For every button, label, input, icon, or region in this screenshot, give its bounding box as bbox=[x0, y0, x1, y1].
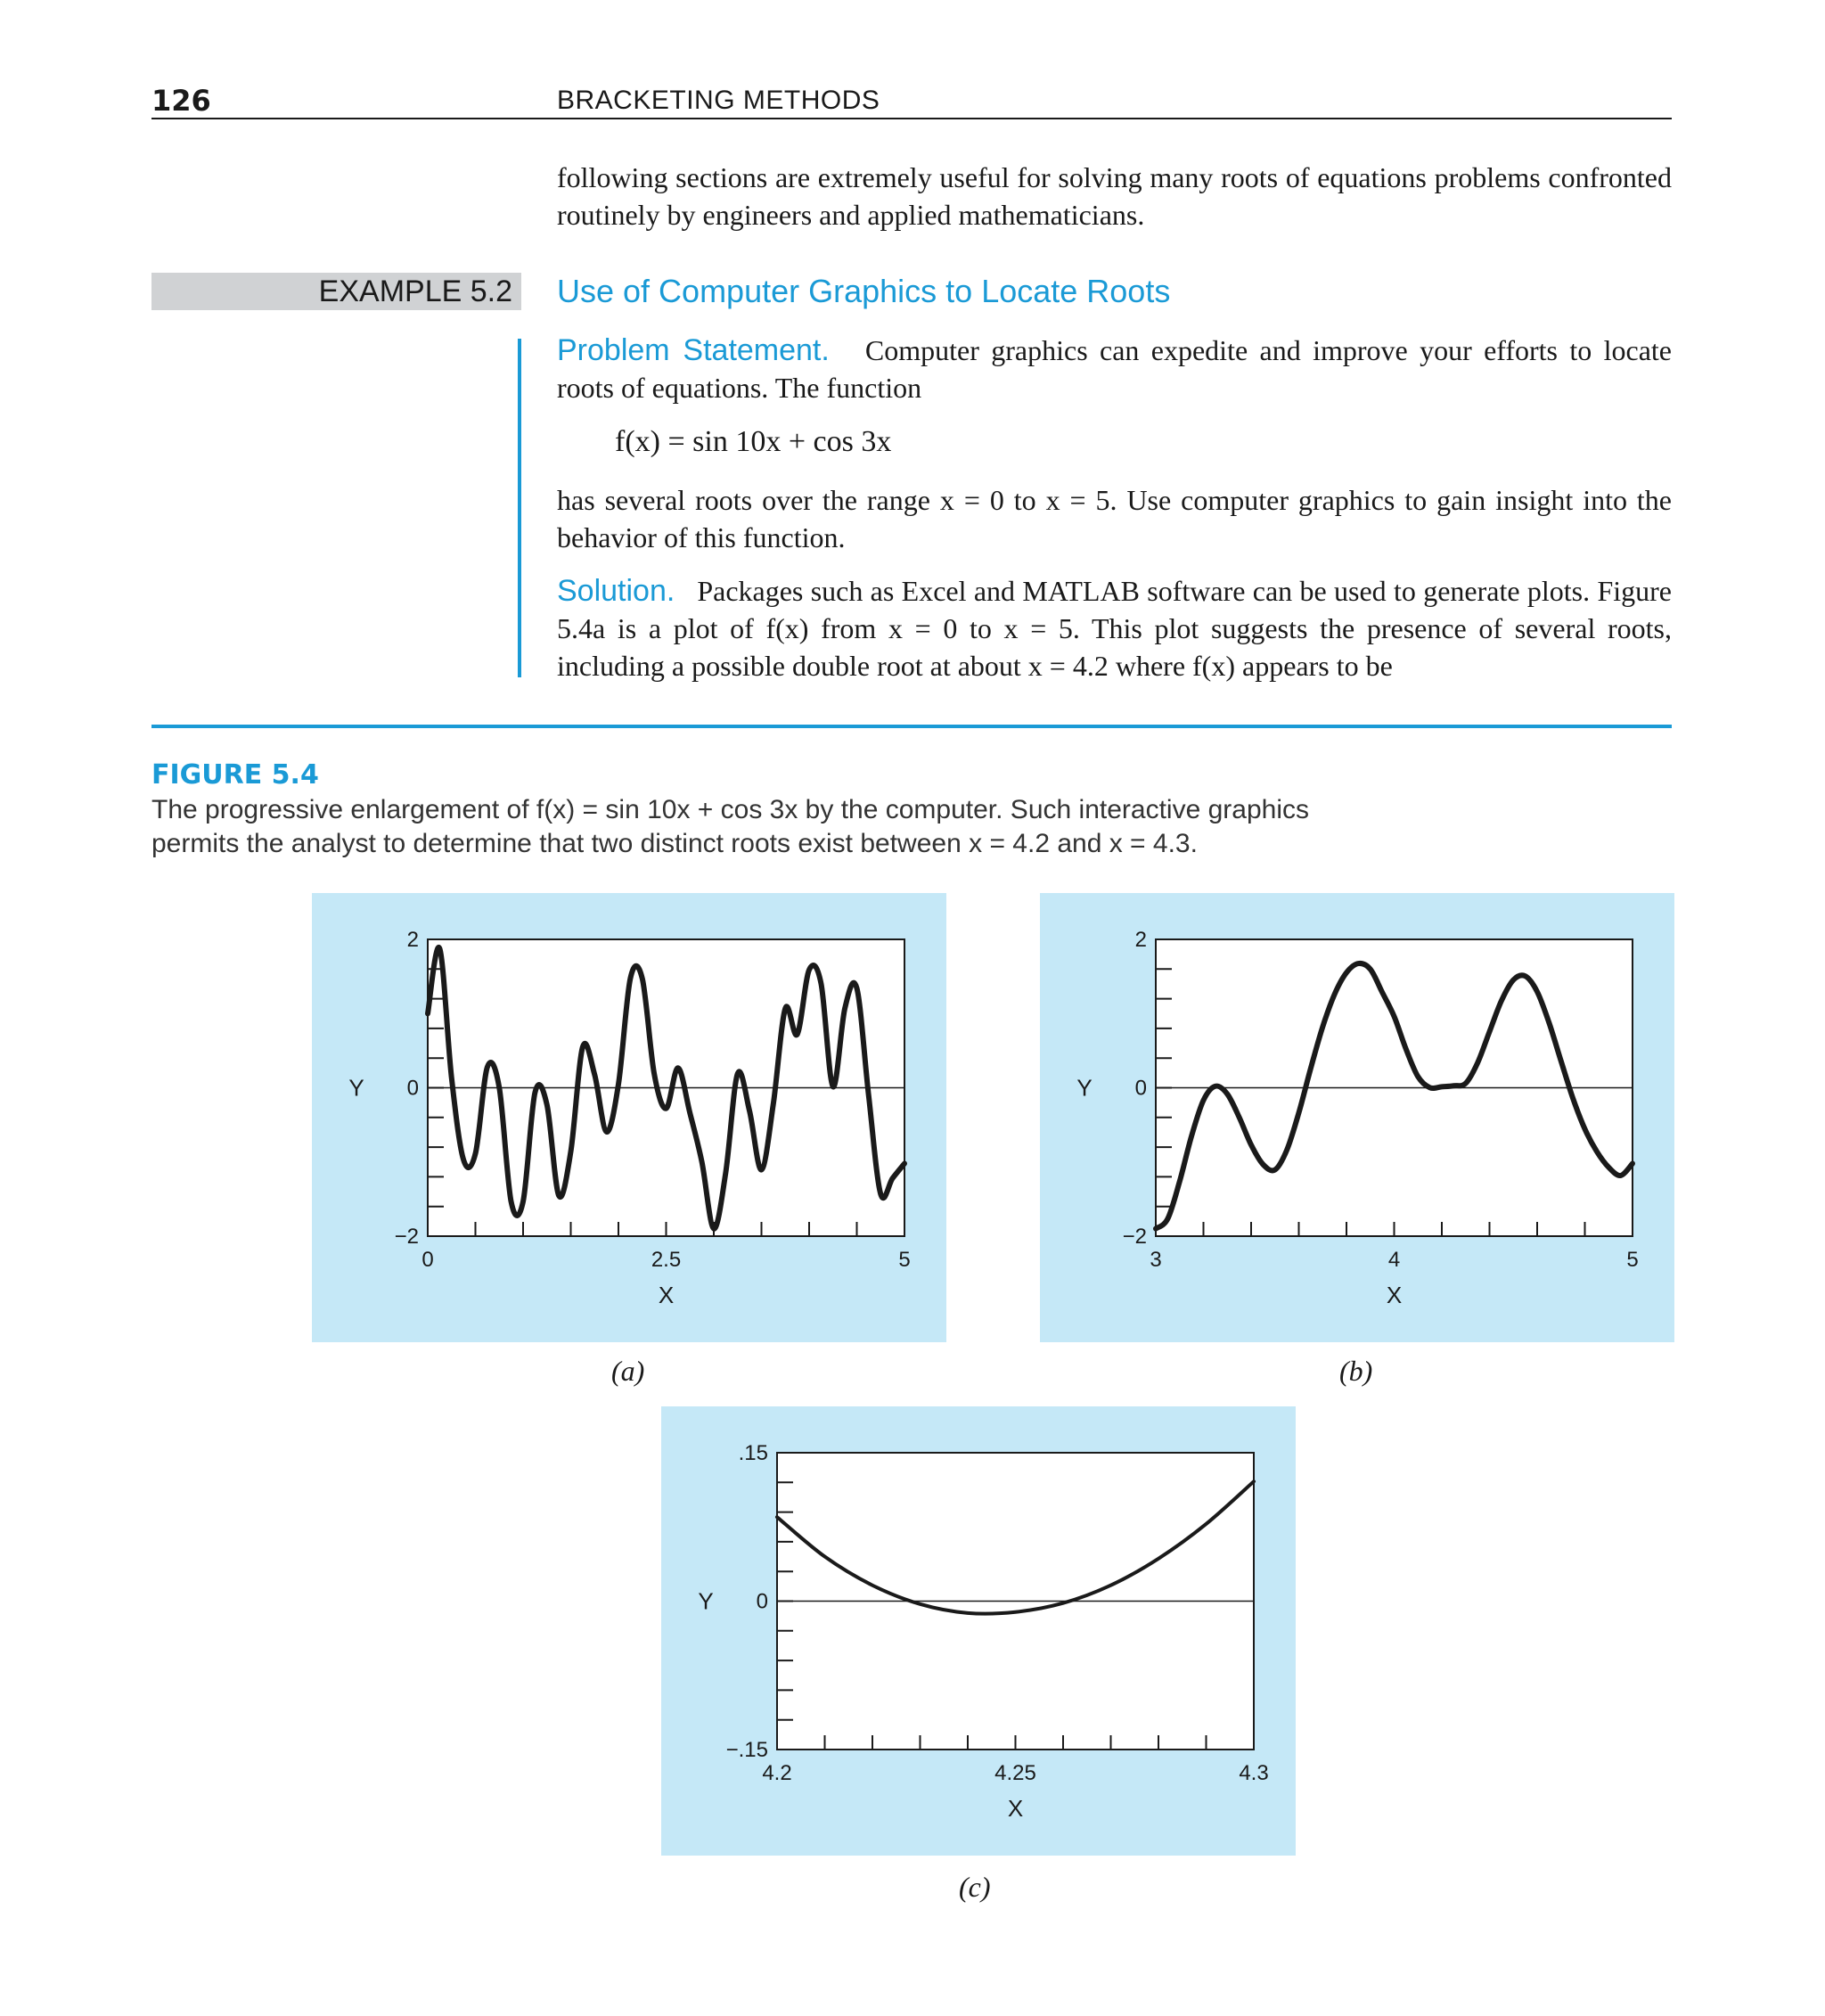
x-tick-label: 5 bbox=[1626, 1248, 1639, 1272]
y-tick-label: 0 bbox=[756, 1589, 768, 1614]
y-tick-label: −2 bbox=[394, 1225, 419, 1249]
y-tick-label: −.15 bbox=[725, 1738, 768, 1762]
figure-rule bbox=[151, 725, 1672, 728]
panel-label-b: (b) bbox=[1339, 1355, 1373, 1387]
y-tick-label: .15 bbox=[738, 1441, 768, 1465]
running-title: BRACKETING METHODS bbox=[557, 86, 880, 115]
chart-panel-b bbox=[1040, 893, 1674, 1342]
x-tick-label: 2.5 bbox=[651, 1248, 682, 1272]
problem-paragraph-2: has several roots over the range x = 0 to x = 5. Use computer graphics to gain insight into the behavior of this function. bbox=[557, 484, 1672, 553]
x-tick-label: 4.2 bbox=[762, 1761, 792, 1785]
x-tick-label: 4.3 bbox=[1239, 1761, 1269, 1785]
chart-a bbox=[312, 893, 946, 1342]
problem-statement-heading: Problem Statement. bbox=[557, 333, 830, 367]
example-title: Use of Computer Graphics to Locate Roots bbox=[557, 273, 1171, 309]
problem-statement bbox=[557, 332, 1672, 406]
problem-statement-text: Computer graphics can expedite and improve your efforts to locate roots of equations. The function bbox=[557, 334, 1673, 404]
equation: f(x) = sin 10x + cos 3x bbox=[615, 425, 892, 458]
y-axis-label: Y bbox=[348, 1074, 364, 1102]
y-tick-label: 2 bbox=[406, 928, 419, 952]
figure-label: FIGURE 5.4 bbox=[151, 759, 319, 791]
x-tick-label: 0 bbox=[421, 1248, 434, 1272]
chart-b bbox=[1040, 893, 1674, 1342]
y-tick-label: 0 bbox=[406, 1076, 419, 1101]
x-tick-label: 3 bbox=[1150, 1248, 1162, 1272]
x-axis-label: X bbox=[658, 1282, 675, 1308]
x-tick-label: 4.25 bbox=[994, 1761, 1036, 1785]
figure-caption-line-1: The progressive enlargement of f(x) = sin 10x + cos 3x by the computer. Such interactive graphics bbox=[151, 795, 1309, 824]
chart-panel-c bbox=[661, 1406, 1296, 1856]
solution-heading: Solution. bbox=[557, 574, 675, 608]
x-axis-label: X bbox=[1007, 1795, 1024, 1822]
figure-caption-line-2: permits the analyst to determine that two distinct roots exist between x = 4.2 and x = 4.3. bbox=[151, 829, 1198, 858]
example-label-box bbox=[151, 273, 521, 310]
example-side-bar bbox=[518, 339, 521, 677]
chart-c bbox=[661, 1406, 1296, 1856]
x-tick-label: 4 bbox=[1387, 1248, 1401, 1272]
example-label: EXAMPLE 5.2 bbox=[318, 275, 512, 308]
x-axis-label: X bbox=[1386, 1282, 1403, 1308]
y-tick-label: 2 bbox=[1134, 928, 1147, 952]
y-tick-label: 0 bbox=[1134, 1076, 1147, 1101]
intro-paragraph: following sections are extremely useful for solving many roots of equations problems confronted routinely by engineers and applied mathematicians. bbox=[557, 161, 1672, 231]
solution-text: Packages such as Excel and MATLAB software can be used to generate plots. Figure 5.4a is a plot of f(x) from x = 0 to x = 5. This plot suggests the presence of several roots, including a possible double root at about x = 4.2 where f(x) appears to be bbox=[557, 575, 1673, 682]
chart-panel-a bbox=[312, 893, 946, 1342]
header-rule bbox=[151, 118, 1672, 119]
panel-label-c: (c) bbox=[959, 1871, 991, 1903]
figure-caption bbox=[151, 793, 1310, 861]
solution bbox=[557, 572, 1672, 684]
y-axis-label: Y bbox=[698, 1587, 714, 1615]
y-axis-label: Y bbox=[1076, 1074, 1093, 1102]
panel-label-a: (a) bbox=[611, 1355, 645, 1387]
y-tick-label: −2 bbox=[1122, 1225, 1147, 1249]
x-tick-label: 5 bbox=[898, 1248, 911, 1272]
page-number: 126 bbox=[151, 84, 211, 118]
